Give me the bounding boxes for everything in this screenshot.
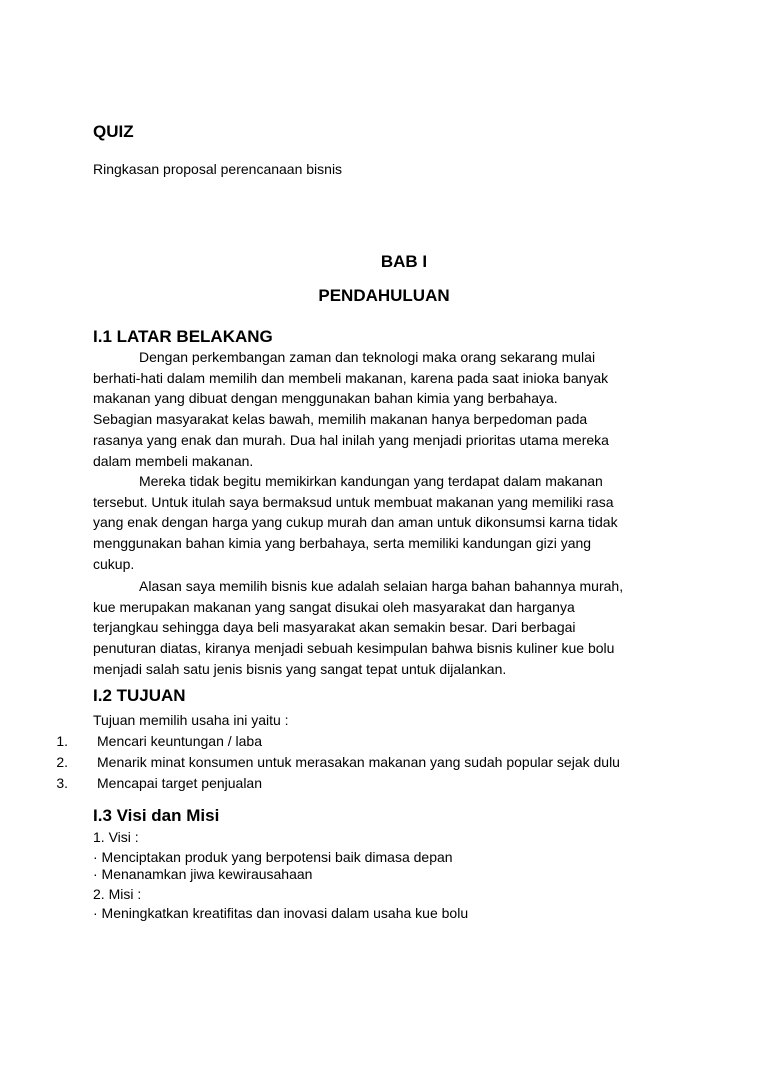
paragraph-line: tersebut. Untuk itulah saya bermaksud untuk membuat makanan yang memiliki rasa xyxy=(93,493,614,510)
paragraph-line: menggunakan bahan kimia yang berbahaya, serta memiliki kandungan gizi yang xyxy=(93,535,592,552)
visi-item: · Menciptakan produk yang berpotensi baik dimasa depan xyxy=(93,849,453,865)
tujuan-intro: Tujuan memilih usaha ini yaitu : xyxy=(93,712,289,728)
paragraph-2 xyxy=(93,471,675,575)
section-heading-tujuan: I.2 TUJUAN xyxy=(93,686,186,705)
paragraph-line: terjangkau sehingga daya beli masyarakat akan semakin besar. Dari berbagai xyxy=(93,619,576,636)
section-heading-visi-misi: I.3 Visi dan Misi xyxy=(93,806,220,825)
paragraph-line: Alasan saya memilih bisnis kue adalah selaian harga bahan bahannya murah, xyxy=(139,578,624,594)
list-number: 2. xyxy=(56,754,68,770)
paragraph-line: Dengan perkembangan zaman dan teknologi maka orang sekarang mulai xyxy=(139,349,596,365)
visi-item: · Menanamkan jiwa kewirausahaan xyxy=(93,866,313,882)
paragraph-line: menjadi salah satu jenis bisnis yang sangat tepat untuk dijalankan. xyxy=(93,660,507,677)
misi-label: 2. Misi : xyxy=(93,886,142,902)
list-text: Mencari keuntungan / laba xyxy=(97,733,262,749)
paragraph-line: penuturan diatas, kiranya menjadi sebuah kesimpulan bahwa bisnis kuliner kue bolu xyxy=(93,640,615,657)
list-number: 1. xyxy=(56,733,68,749)
paragraph-line: Sebagian masyarakat kelas bawah, memilih makanan hanya berpedoman pada xyxy=(93,411,588,428)
quiz-title: QUIZ xyxy=(93,122,134,141)
paragraph-line: yang enak dengan harga yang cukup murah dan aman untuk dikonsumsi karna tidak xyxy=(93,514,618,531)
section-heading-latar-belakang: I.1 LATAR BELAKANG xyxy=(93,327,273,346)
list-text: Menarik minat konsumen untuk merasakan makanan yang sudah popular sejak dulu xyxy=(97,754,620,770)
paragraph-line: makanan yang dibuat dengan menggunakan bahan kimia yang berbahaya. xyxy=(93,390,558,407)
paragraph-line: cukup. xyxy=(93,555,135,572)
misi-item: · Meningkatkan kreatifitas dan inovasi dalam usaha kue bolu xyxy=(93,905,469,921)
chapter-number: BAB I xyxy=(380,252,428,271)
paragraph-line: dalam membeli makanan. xyxy=(93,452,254,469)
paragraph-line: berhati-hati dalam memilih dan membeli makanan, karena pada saat inioka banyak xyxy=(93,369,609,386)
paragraph-3 xyxy=(93,576,675,680)
paragraph-line: kue merupakan makanan yang sangat disukai oleh masyarakat dan harganya xyxy=(93,598,575,615)
list-text: Mencapai target penjualan xyxy=(97,775,263,791)
paragraph-1 xyxy=(93,347,675,471)
list-number: 3. xyxy=(56,775,68,791)
document-subtitle: Ringkasan proposal perencanaan bisnis xyxy=(93,161,343,177)
chapter-title: PENDAHULUAN xyxy=(318,286,450,305)
visi-label: 1. Visi : xyxy=(93,829,139,845)
paragraph-line: Mereka tidak begitu memikirkan kandungan yang terdapat dalam makanan xyxy=(139,473,603,489)
paragraph-line: rasanya yang enak dan murah. Dua hal inilah yang menjadi prioritas utama mereka xyxy=(93,431,609,448)
